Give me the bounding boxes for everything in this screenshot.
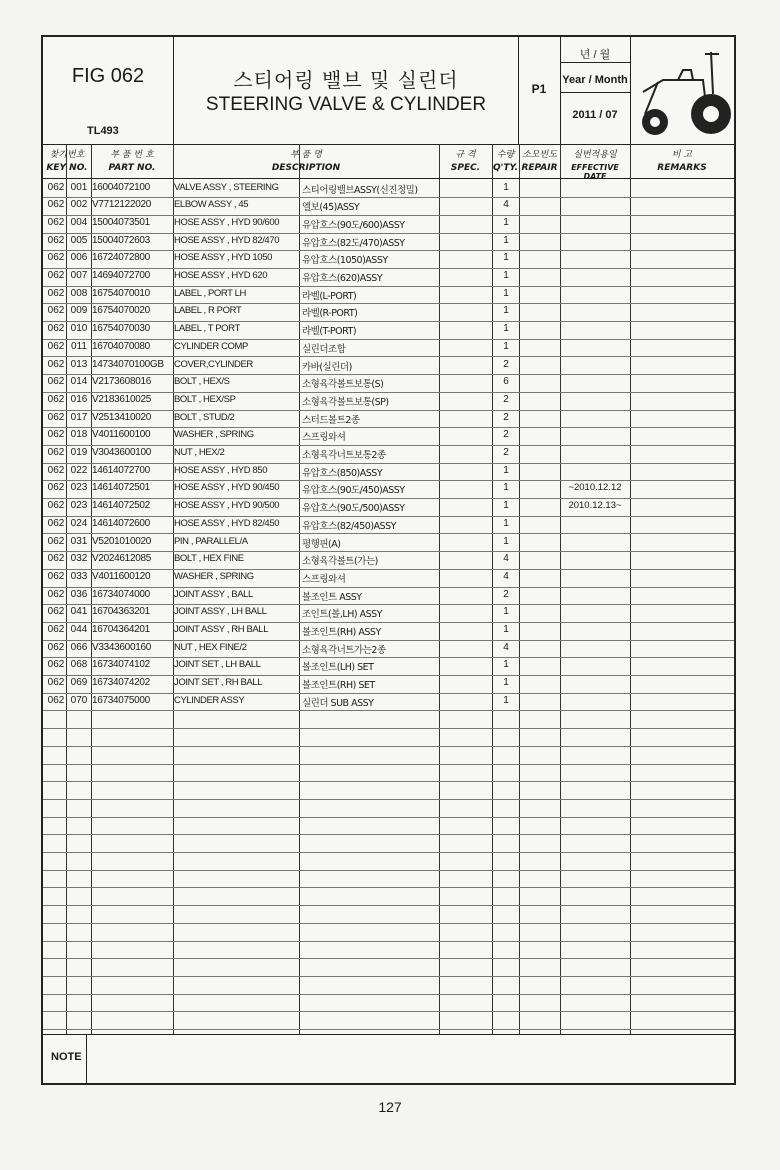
col-repair-kr: 소모빈도 — [522, 150, 557, 160]
model-number: TL493 — [87, 125, 119, 137]
table-row — [43, 427, 734, 446]
description-cell: HOSE ASSY , HYD 1050 — [174, 252, 272, 264]
table-row — [43, 834, 734, 853]
quantity-cell: 1 — [503, 659, 509, 671]
fig-cell: 062 — [47, 517, 65, 529]
description-cell: BOLT , HEX FINE — [174, 553, 244, 565]
korean-name-cell: 라벨(L-PORT) — [302, 290, 357, 302]
quantity-cell: 4 — [503, 553, 509, 565]
part-number-cell: 16754070010 — [92, 287, 150, 299]
key-cell: 023 — [70, 500, 88, 512]
korean-name-cell: 엘보(45)ASSY — [302, 202, 360, 214]
fig-cell: 062 — [47, 234, 65, 246]
description-cell: WASHER , SPRING — [174, 429, 254, 441]
korean-name-cell: 스프링와셔 — [302, 573, 346, 585]
part-number-cell: V2173608016 — [92, 376, 151, 388]
description-cell: NUT , HEX/2 — [174, 447, 225, 458]
table-row — [43, 480, 734, 499]
korean-name-cell: 유압호스(1050)ASSY — [302, 255, 388, 267]
quantity-cell: 4 — [503, 199, 509, 211]
quantity-cell: 2 — [503, 447, 509, 458]
part-number-cell: 14614072502 — [92, 500, 150, 512]
korean-name-cell: 스터드볼트2종 — [302, 414, 360, 426]
korean-name-cell: 소형육각너트보통2종 — [302, 450, 386, 461]
part-number-cell: 16754070020 — [92, 305, 150, 317]
fig-cell: 062 — [47, 216, 65, 228]
description-cell: JOINT ASSY , BALL — [174, 588, 253, 600]
fig-cell: 062 — [47, 323, 65, 335]
korean-name-cell: 볼조인트 ASSY — [302, 591, 362, 603]
korean-name-cell: 소형육각볼트보통(SP) — [302, 396, 389, 408]
fig-cell: 062 — [47, 500, 65, 512]
table-row — [43, 852, 734, 871]
table-row — [43, 551, 734, 570]
table-row — [43, 357, 734, 376]
key-cell: 018 — [70, 429, 88, 441]
table-row — [43, 374, 734, 393]
description-cell: ELBOW ASSY , 45 — [174, 199, 249, 211]
col-desc-kr: 부 품 명 — [290, 150, 322, 160]
table-row — [43, 445, 734, 464]
table-row — [43, 233, 734, 252]
key-cell: 032 — [70, 553, 88, 565]
part-number-cell: 14614072600 — [92, 517, 150, 529]
key-cell: 001 — [70, 181, 88, 193]
korean-name-cell: 유압호스(82도/470)ASSY — [302, 237, 405, 249]
col-desc: DESCRIPTION — [271, 163, 341, 173]
table-row — [43, 994, 734, 1013]
part-number-cell: V5201010020 — [92, 535, 151, 547]
key-cell: 014 — [70, 376, 88, 388]
col-key: KEY NO. — [46, 163, 88, 173]
table-row — [43, 498, 734, 517]
key-cell: 044 — [70, 624, 88, 635]
description-cell: COVER,CYLINDER — [174, 358, 253, 370]
key-cell: 007 — [70, 270, 88, 281]
table-row — [43, 286, 734, 305]
table-row — [43, 410, 734, 429]
description-cell: JOINT SET , LH BALL — [174, 659, 261, 671]
key-cell: 024 — [70, 517, 88, 529]
col-repair: REPAIR — [521, 163, 558, 173]
description-cell: BOLT , HEX/S — [174, 376, 230, 388]
table-row — [43, 463, 734, 482]
part-number-cell: 16734075000 — [92, 694, 150, 706]
korean-name-cell: 유압호스(850)ASSY — [302, 467, 383, 479]
fig-cell: 062 — [47, 677, 65, 689]
korean-name-cell: 카바(실린더) — [302, 361, 352, 373]
note-area — [43, 1034, 734, 1085]
title-english: STEERING VALVE & CYLINDER — [205, 94, 487, 115]
table-row — [43, 657, 734, 676]
key-cell: 005 — [70, 234, 88, 246]
part-number-cell: 14614072501 — [92, 482, 150, 494]
table-row — [43, 1011, 734, 1030]
table-row — [43, 339, 734, 358]
description-cell: LABEL , R PORT — [174, 305, 242, 317]
col-eff: EFFECTIVE DATE — [571, 163, 619, 181]
korean-name-cell: 라벨(T-PORT) — [302, 326, 357, 338]
korean-name-cell: 볼조인트(RH) ASSY — [302, 627, 381, 638]
key-cell: 031 — [70, 535, 88, 547]
description-cell: HOSE ASSY , HYD 90/500 — [174, 500, 280, 512]
quantity-cell: 1 — [503, 216, 509, 228]
part-number-cell: 16704070080 — [92, 340, 150, 352]
description-cell: BOLT , STUD/2 — [174, 411, 235, 423]
korean-name-cell: 유압호스(90도/450)ASSY — [302, 485, 405, 497]
table-row — [43, 622, 734, 641]
quantity-cell: 2 — [503, 393, 509, 405]
part-number-cell: 16004072100 — [92, 181, 150, 193]
table-row — [43, 516, 734, 535]
key-cell: 017 — [70, 411, 88, 423]
quantity-cell: 6 — [503, 376, 509, 388]
key-cell: 002 — [70, 199, 88, 211]
table-row — [43, 534, 734, 553]
table-row — [43, 392, 734, 411]
fig-cell: 062 — [47, 606, 65, 618]
table-row — [43, 604, 734, 623]
key-cell: 069 — [70, 677, 88, 689]
part-number-cell: V2513410020 — [92, 411, 151, 423]
description-cell: LABEL , PORT LH — [174, 287, 246, 299]
korean-name-cell: 유압호스(90도/600)ASSY — [302, 219, 405, 231]
korean-name-cell: 소형육각볼트보통(S) — [302, 379, 384, 391]
parts-sheet — [41, 35, 736, 1085]
col-eff-kr: 실번적용일 — [573, 150, 617, 160]
part-number-cell: 16724072800 — [92, 252, 150, 264]
tractor-icon — [633, 42, 733, 140]
fig-cell: 062 — [47, 376, 65, 388]
part-number-cell: 14614072700 — [92, 464, 150, 476]
fig-cell: 062 — [47, 429, 65, 441]
part-number-cell: V7712122020 — [92, 199, 151, 211]
table-row — [43, 870, 734, 889]
sheet-header — [43, 37, 734, 145]
table-row — [43, 764, 734, 783]
part-number-cell: 16704364201 — [92, 624, 150, 635]
table-row — [43, 587, 734, 606]
title-korean: 스티어링 밸브 및 실린더 — [233, 68, 459, 92]
quantity-cell: 1 — [503, 305, 509, 317]
korean-name-cell: 유압호스(82/450)ASSY — [302, 520, 396, 532]
table-row — [43, 817, 734, 836]
table-row — [43, 781, 734, 800]
quantity-cell: 2 — [503, 429, 509, 441]
key-cell: 008 — [70, 287, 88, 299]
quantity-cell: 1 — [503, 517, 509, 529]
table-row — [43, 693, 734, 712]
table-row — [43, 888, 734, 907]
description-cell: HOSE ASSY , HYD 82/450 — [174, 517, 280, 529]
col-part: PART NO. — [108, 163, 156, 173]
page-number: 127 — [378, 1099, 402, 1115]
table-row — [43, 941, 734, 960]
quantity-cell: 1 — [503, 482, 509, 494]
part-number-cell: V2024612085 — [92, 553, 151, 565]
quantity-cell: 2 — [503, 588, 509, 600]
col-spec: SPEC. — [450, 163, 481, 173]
year-month-value: 2011 / 07 — [572, 109, 618, 121]
table-row — [43, 268, 734, 287]
table-row — [43, 215, 734, 234]
col-spec-kr: 규 격 — [455, 150, 476, 160]
key-cell: 041 — [70, 606, 88, 618]
korean-name-cell: 유압호스(90도/500)ASSY — [302, 503, 405, 515]
part-number-cell: 15004072603 — [92, 234, 150, 246]
quantity-cell: 4 — [503, 641, 509, 653]
table-row — [43, 197, 734, 216]
table-header — [43, 144, 734, 179]
quantity-cell: 1 — [503, 270, 509, 281]
quantity-cell: 1 — [503, 606, 509, 618]
quantity-cell: 1 — [503, 694, 509, 706]
col-part-kr: 부 품 번 호 — [110, 150, 154, 160]
quantity-cell: 2 — [503, 411, 509, 423]
table-row — [43, 728, 734, 747]
table-row — [43, 180, 734, 199]
fig-cell: 062 — [47, 287, 65, 299]
quantity-cell: 1 — [503, 500, 509, 512]
description-cell: HOSE ASSY , HYD 620 — [174, 270, 268, 281]
fig-cell: 062 — [47, 624, 65, 635]
table-row — [43, 799, 734, 818]
quantity-cell: 1 — [503, 340, 509, 352]
key-cell: 016 — [70, 393, 88, 405]
key-cell: 022 — [70, 464, 88, 476]
fig-cell: 062 — [47, 447, 65, 458]
description-cell: JOINT ASSY , LH BALL — [174, 606, 267, 618]
fig-cell: 062 — [47, 181, 65, 193]
korean-name-cell: 스티어링밸브ASSY(신진정밀) — [302, 184, 418, 196]
korean-name-cell: 라벨(R-PORT) — [302, 308, 358, 320]
key-cell: 033 — [70, 570, 88, 582]
korean-name-cell: 조인트(볼,LH) ASSY — [302, 609, 382, 621]
korean-name-cell: 유압호스(620)ASSY — [302, 273, 383, 284]
korean-name-cell: 볼조인트(LH) SET — [302, 662, 374, 674]
korean-name-cell: 실린더 SUB ASSY — [302, 697, 374, 709]
effective-date-cell: 2010.12.13~ — [568, 500, 622, 512]
part-number-cell: V4011600100 — [92, 429, 151, 441]
key-cell: 004 — [70, 216, 88, 228]
key-cell: 066 — [70, 641, 88, 653]
table-row — [43, 711, 734, 730]
col-qty: Q'TY. — [493, 163, 518, 173]
table-row — [43, 923, 734, 942]
part-number-cell: 14694072700 — [92, 270, 150, 281]
part-number-cell: 16734074202 — [92, 677, 150, 689]
table-row — [43, 905, 734, 924]
key-cell: 011 — [71, 340, 87, 352]
fig-cell: 062 — [47, 393, 65, 405]
fig-cell: 062 — [47, 340, 65, 352]
effective-date-cell: ~2010.12.12 — [568, 482, 622, 494]
description-cell: WASHER , SPRING — [174, 570, 254, 582]
key-cell: 013 — [70, 358, 88, 370]
table-row — [43, 303, 734, 322]
quantity-cell: 1 — [503, 234, 509, 246]
key-cell: 023 — [70, 482, 88, 494]
part-number-cell: 15004073501 — [92, 216, 150, 228]
quantity-cell: 1 — [503, 535, 509, 547]
quantity-cell: 1 — [503, 464, 509, 476]
fig-cell: 062 — [47, 588, 65, 600]
fig-cell: 062 — [47, 411, 65, 423]
fig-cell: 062 — [47, 270, 65, 281]
key-cell: 036 — [70, 588, 88, 600]
part-number-cell: 16734074102 — [92, 659, 150, 671]
description-cell: NUT , HEX FINE/2 — [174, 641, 247, 653]
description-cell: CYLINDER COMP — [174, 340, 248, 352]
description-cell: HOSE ASSY , HYD 850 — [174, 464, 268, 476]
fig-cell: 062 — [47, 305, 65, 317]
key-cell: 070 — [70, 694, 88, 706]
table-row — [43, 569, 734, 588]
fig-cell: 062 — [47, 199, 65, 211]
description-cell: JOINT SET , RH BALL — [174, 677, 263, 689]
description-cell: HOSE ASSY , HYD 90/600 — [174, 216, 280, 228]
korean-name-cell: 소형육각너트가는2종 — [302, 644, 386, 656]
description-cell: JOINT ASSY , RH BALL — [174, 624, 269, 635]
figure-number: FIG 062 — [71, 65, 145, 87]
description-cell: HOSE ASSY , HYD 82/470 — [174, 234, 280, 246]
table-row — [43, 746, 734, 765]
description-cell: CYLINDER ASSY — [174, 694, 245, 706]
korean-name-cell: 소형육각볼트(가는) — [302, 556, 378, 568]
part-number-cell: 14734070100GB — [92, 358, 164, 370]
col-remarks-kr: 비 고 — [671, 150, 693, 160]
korean-name-cell: 볼조인트(RH) SET — [302, 680, 375, 692]
fig-cell: 062 — [47, 553, 65, 565]
korean-name-cell: 평행핀(A) — [302, 538, 341, 550]
col-remarks: REMARKS — [657, 163, 707, 173]
fig-cell: 062 — [47, 252, 65, 264]
fig-cell: 062 — [47, 659, 65, 671]
fig-cell: 062 — [47, 641, 65, 653]
quantity-cell: 2 — [503, 358, 509, 370]
quantity-cell: 1 — [503, 677, 509, 689]
fig-cell: 062 — [47, 358, 65, 370]
part-number-cell: V4011600120 — [92, 570, 151, 582]
part-number-cell: 16734074000 — [92, 588, 150, 600]
year-month-label-kr: 년 / 월 — [579, 49, 611, 61]
quantity-cell: 1 — [503, 624, 509, 635]
fig-cell: 062 — [47, 482, 65, 494]
note-label: NOTE — [51, 1051, 82, 1063]
col-key-kr: 찾기번호 — [49, 150, 85, 160]
table-row — [43, 640, 734, 659]
page-label: P1 — [531, 82, 547, 96]
table-row — [43, 321, 734, 340]
korean-name-cell: 실린더조합 — [302, 343, 346, 355]
quantity-cell: 1 — [503, 252, 509, 264]
table-row — [43, 976, 734, 995]
part-number-cell: V3043600100 — [92, 447, 151, 458]
table-row — [43, 958, 734, 977]
fig-cell: 062 — [47, 570, 65, 582]
year-month-label: Year / Month — [562, 74, 628, 86]
description-cell: LABEL , T PORT — [174, 323, 240, 335]
part-number-cell: 16754070030 — [92, 323, 150, 335]
description-cell: HOSE ASSY , HYD 90/450 — [174, 482, 280, 494]
table-row — [43, 250, 734, 269]
quantity-cell: 1 — [503, 181, 509, 193]
description-cell: BOLT , HEX/SP — [174, 393, 236, 405]
key-cell: 009 — [70, 305, 88, 317]
part-number-cell: V2183610025 — [92, 393, 151, 405]
key-cell: 068 — [70, 659, 88, 671]
table-row — [43, 675, 734, 694]
key-cell: 006 — [70, 252, 88, 264]
description-cell: PIN , PARALLEL/A — [174, 535, 248, 547]
key-cell: 019 — [70, 447, 88, 458]
quantity-cell: 4 — [503, 570, 509, 582]
quantity-cell: 1 — [503, 287, 509, 299]
part-number-cell: 16704363201 — [92, 606, 150, 618]
key-cell: 010 — [70, 323, 88, 335]
korean-name-cell: 스프링와셔 — [302, 432, 346, 444]
col-qty-kr: 수량 — [496, 150, 515, 160]
part-number-cell: V3343600160 — [92, 641, 151, 653]
fig-cell: 062 — [47, 535, 65, 547]
quantity-cell: 1 — [503, 323, 509, 335]
description-cell: VALVE ASSY , STEERING — [174, 181, 279, 193]
fig-cell: 062 — [47, 464, 65, 476]
fig-cell: 062 — [47, 694, 65, 706]
